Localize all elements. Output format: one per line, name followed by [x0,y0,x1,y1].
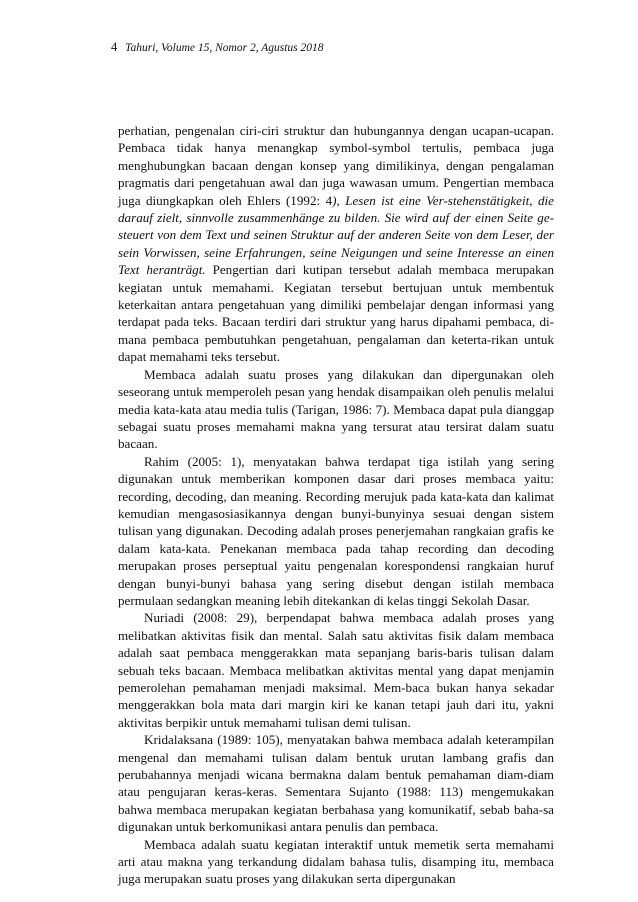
german-quotation: ), Lesen ist eine Ver-stehenstätigkeit, die darauf zielt, sinnvolle zusammenhänge zu bilden. Sie wird auf der einen Seite ge-steuert von dem Text und seinen Struktur auf der anderen Seite von dem Leser, der sein Vorwissen, seine Erfahrungen, seine Neigungen und seine Interesse an einen Text heranträgt. [118,192,554,278]
paragraph-2: Membaca adalah suatu proses yang dilakukan dan dipergunakan oleh seseorang untuk memperoleh pesan yang hendak disampaikan oleh penulis melalui media kata-kata atau media tulis (Tarigan, 1986: 7). Membaca dapat pula dianggap sebagai suatu proses memahami makna yang tersurat atau tersirat dalam suatu bacaan. [118,366,554,452]
journal-citation: Tahuri, Volume 15, Nomor 2, Agustus 2018 [125,42,324,54]
paragraph-1 [118,122,554,366]
article-body [118,122,554,888]
paragraph-3: Rahim (2005: 1), menyatakan bahwa terdapat tiga istilah yang sering digunakan untuk memberikan komponen dasar dari proses membaca yaitu: recording, decoding, dan meaning. Recording merujuk pada kata-kata dan kalimat kemudian mengasosiasikannya dengan bunyi-bunyinya sesuai dengan sistem tulisan yang digunakan. Decoding adalah proses penerjemahan rangkaian grafis ke dalam kata-kata. Penekanan membaca pada tahap recording dan decoding merupakan proses perseptual yaitu pengenalan korespondensi rangkaian huruf dengan bunyi-bunyi bahasa yang sering disebut dengan istilah membaca permulaan sedangkan meaning lebih ditekankan di kelas tinggi Sekolah Dasar. [118,453,554,608]
running-header [111,40,324,55]
paragraph-4: Nuriadi (2008: 29), berpendapat bahwa membaca adalah proses yang melibatkan aktivitas fisik dan mental. Salah satu aktivitas fisik dalam membaca adalah saat pembaca menggerakkan mata sepanjang baris-baris tulisan dalam sebuah teks bacaan. Membaca melibatkan aktivitas mental yang dapat menjamin pemerolehan pemahaman menjadi maksimal. Mem-baca bukan hanya sekadar menggerakkan bola mata dari margin kiri ke kanan tetapi jauh dari itu, yakni aktivitas berpikir untuk memahami tulisan demi tulisan. [118,610,554,730]
page-number: 4 [111,40,118,54]
paragraph-5: Kridalaksana (1989: 105), menyatakan bahwa membaca adalah keterampilan mengenal dan memahami tulisan dalam bentuk urutan lambang grafis dan perubahannya menjadi wicana bermakna dalam bentuk pemahaman diam-diam atau pengujaran keras-keras. Sementara Sujanto (1988: 113) mengemukakan bahwa membaca merupakan kegiatan berbahasa yang komunikatif, sebab baha-sa digunakan untuk berkomunikasi antara penulis dan pembaca. [118,732,554,835]
paragraph-1-text: perhatian, pengenalan ciri-ciri struktur dan hubungannya dengan ucapan-ucapan. Pembaca tidak hanya menangkap symbol-symbol tertulis, pembaca juga menghubungkan bacaan dengan konsep yang dimilikinya, dengan pengalaman pragmatis dari pengetahuan awal dan juga wawasan umum. Pengertian membaca juga diungkapkan oleh Ehlers (1992: 4 [118,123,554,208]
paragraph-6: Membaca adalah suatu kegiatan interaktif untuk memetik serta memahami arti atau makna yang terkandung didalam bahasa tulis, disamping itu, membaca juga merupakan suatu proses yang dilakukan serta dipergunakan [118,836,554,887]
paragraph-1-continuation: Pengertian dari kutipan tersebut adalah membaca merupakan kegiatan untuk memahami. Kegiatan tersebut bertujuan untuk membentuk keterkaitan antara pengetahuan yang dimiliki pembelajar dengan informasi yang terdapat pada teks. Bacaan terdiri dari struktur yang harus dipahami pembaca, di-mana pembaca pembutuhkan pengetahuan, pengalaman dan keterta-rikan untuk dapat memahami teks tersebut. [118,262,554,365]
